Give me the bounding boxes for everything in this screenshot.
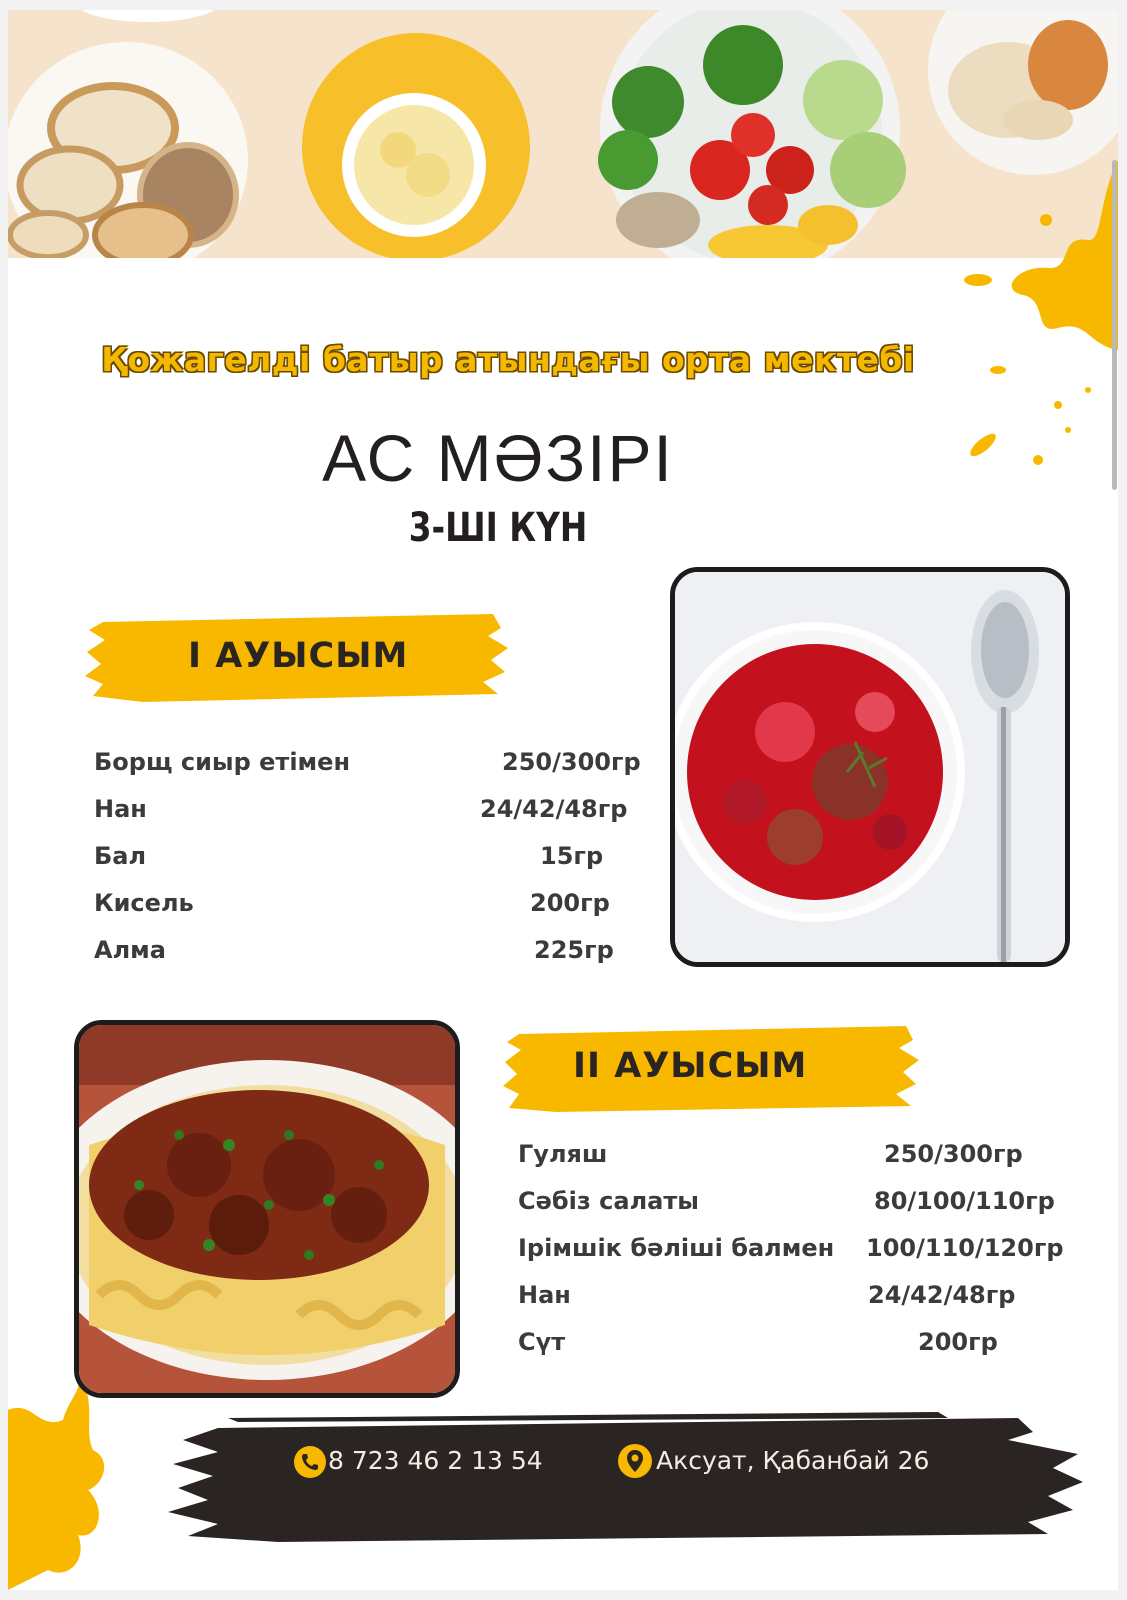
shift2-label: ІІ АУЫСЫМ xyxy=(573,1046,808,1086)
list-item xyxy=(518,1140,1078,1187)
item-quantity: 100/110/120гр xyxy=(866,1234,1064,1262)
list-item xyxy=(518,1187,1078,1234)
item-name: Сүт xyxy=(518,1328,566,1356)
item-quantity: 250/300гр xyxy=(884,1140,1023,1168)
goulash-image xyxy=(79,1025,455,1393)
list-item xyxy=(94,842,654,889)
list-item xyxy=(94,795,654,842)
footer-phone[interactable]: 8 723 46 2 13 54 xyxy=(328,1446,543,1475)
item-name: Сәбіз салаты xyxy=(518,1187,699,1215)
school-name: Қожагелді батыр атындағы орта мектебі xyxy=(101,340,915,379)
location-pin-icon xyxy=(618,1444,652,1480)
item-quantity: 24/42/48гр xyxy=(868,1281,1016,1309)
list-item xyxy=(518,1281,1078,1328)
menu-poster xyxy=(8,10,1118,1590)
menu-title: АС МӘЗІРІ xyxy=(322,421,674,495)
footer-address[interactable]: Аксуат, Қабанбай 26 xyxy=(656,1446,930,1475)
item-quantity: 225гр xyxy=(534,936,614,964)
paint-splash-bottom-left xyxy=(8,1370,128,1590)
item-quantity: 200гр xyxy=(530,889,610,917)
item-quantity: 15гр xyxy=(540,842,604,870)
shift2-menu-list xyxy=(518,1140,1078,1375)
scrollbar[interactable] xyxy=(1112,160,1117,490)
item-name: Гуляш xyxy=(518,1140,608,1168)
item-quantity: 24/42/48гр xyxy=(480,795,628,823)
goulash-photo xyxy=(74,1020,460,1398)
borscht-image xyxy=(675,572,1065,962)
shift1-menu-list xyxy=(94,748,654,983)
item-name: Кисель xyxy=(94,889,194,917)
item-name: Борщ сиыр етімен xyxy=(94,748,351,776)
item-name: Нан xyxy=(518,1281,571,1309)
phone-icon xyxy=(294,1446,326,1478)
item-name: Нан xyxy=(94,795,147,823)
paint-splash-top-right xyxy=(938,160,1118,480)
footer-brush xyxy=(158,1410,1088,1550)
day-label: 3-ШІ КҮН xyxy=(408,505,588,551)
item-quantity: 80/100/110гр xyxy=(874,1187,1055,1215)
list-item xyxy=(94,889,654,936)
item-name: Ірімшік бәліші балмен xyxy=(518,1234,835,1262)
shift1-label: І АУЫСЫМ xyxy=(188,636,409,676)
item-name: Бал xyxy=(94,842,147,870)
list-item xyxy=(518,1234,1078,1281)
item-quantity: 250/300гр xyxy=(502,748,641,776)
item-name: Алма xyxy=(94,936,166,964)
list-item xyxy=(94,748,654,795)
item-quantity: 200гр xyxy=(918,1328,998,1356)
list-item xyxy=(518,1328,1078,1375)
borscht-photo xyxy=(670,567,1070,967)
list-item xyxy=(94,936,654,983)
